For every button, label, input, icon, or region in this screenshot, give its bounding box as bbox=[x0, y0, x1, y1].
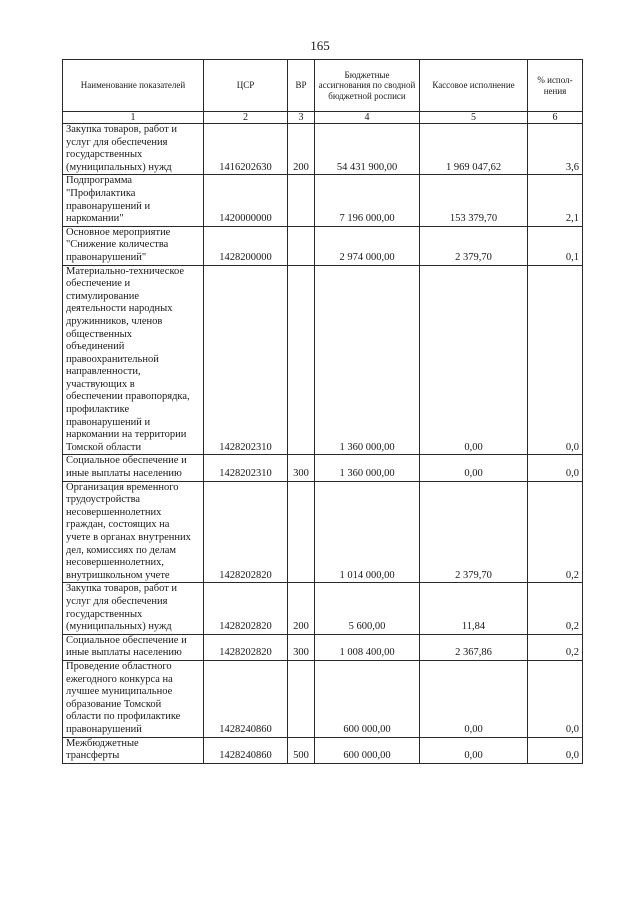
row-budget: 1 014 000,00 bbox=[315, 481, 420, 583]
row-percent: 2,1 bbox=[528, 175, 583, 226]
row-budget: 1 008 400,00 bbox=[315, 634, 420, 660]
column-number: 2 bbox=[204, 112, 288, 124]
row-cash: 2 379,70 bbox=[420, 226, 528, 265]
row-budget: 5 600,00 bbox=[315, 583, 420, 634]
row-cash: 153 379,70 bbox=[420, 175, 528, 226]
row-csr: 1428202820 bbox=[204, 481, 288, 583]
row-name: Подпрограмма "Профилактика правонарушений и наркомании" bbox=[63, 175, 204, 226]
row-percent: 0,0 bbox=[528, 737, 583, 763]
row-budget: 7 196 000,00 bbox=[315, 175, 420, 226]
row-vr: 200 bbox=[288, 583, 315, 634]
header-cash: Кассовое исполнение bbox=[420, 60, 528, 112]
row-budget: 2 974 000,00 bbox=[315, 226, 420, 265]
header-percent: % испол-нения bbox=[528, 60, 583, 112]
row-csr: 1416202630 bbox=[204, 124, 288, 175]
row-percent: 0,0 bbox=[528, 660, 583, 737]
row-csr: 1428240860 bbox=[204, 737, 288, 763]
row-csr: 1428202310 bbox=[204, 265, 288, 455]
header-budget: Бюджетные ассигнования по сводной бюджетной росписи bbox=[315, 60, 420, 112]
header-name: Наименование показателей bbox=[63, 60, 204, 112]
row-percent: 0,2 bbox=[528, 481, 583, 583]
row-vr bbox=[288, 660, 315, 737]
column-number: 3 bbox=[288, 112, 315, 124]
header-row bbox=[63, 60, 583, 112]
column-number: 1 bbox=[63, 112, 204, 124]
row-name: Социальное обеспечение и иные выплаты населению bbox=[63, 634, 204, 660]
row-csr: 1428202820 bbox=[204, 583, 288, 634]
table-row bbox=[63, 124, 583, 175]
row-vr: 300 bbox=[288, 455, 315, 481]
row-vr: 500 bbox=[288, 737, 315, 763]
row-percent: 0,2 bbox=[528, 634, 583, 660]
row-cash: 11,84 bbox=[420, 583, 528, 634]
row-vr bbox=[288, 265, 315, 455]
column-number: 4 bbox=[315, 112, 420, 124]
table-row bbox=[63, 660, 583, 737]
row-budget: 1 360 000,00 bbox=[315, 455, 420, 481]
table-row bbox=[63, 583, 583, 634]
table-row bbox=[63, 481, 583, 583]
row-vr bbox=[288, 175, 315, 226]
row-csr: 1428202310 bbox=[204, 455, 288, 481]
row-budget: 600 000,00 bbox=[315, 660, 420, 737]
table-row bbox=[63, 737, 583, 763]
row-csr: 1428240860 bbox=[204, 660, 288, 737]
row-percent: 0,0 bbox=[528, 265, 583, 455]
row-name: Межбюджетные трансферты bbox=[63, 737, 204, 763]
row-percent: 0,0 bbox=[528, 455, 583, 481]
row-name: Организация временного трудоустройства несовершеннолетних граждан, состоящих на учете в органах внутренних дел, комиссиях по делам несовершеннолетних, внутришкольном учете bbox=[63, 481, 204, 583]
row-vr: 300 bbox=[288, 634, 315, 660]
row-cash: 0,00 bbox=[420, 737, 528, 763]
header-csr: ЦСР bbox=[204, 60, 288, 112]
row-cash: 2 379,70 bbox=[420, 481, 528, 583]
column-number: 6 bbox=[528, 112, 583, 124]
row-cash: 0,00 bbox=[420, 455, 528, 481]
row-csr: 1428202820 bbox=[204, 634, 288, 660]
row-name: Закупка товаров, работ и услуг для обеспечения государственных (муниципальных) нужд bbox=[63, 124, 204, 175]
row-budget: 54 431 900,00 bbox=[315, 124, 420, 175]
row-cash: 1 969 047,62 bbox=[420, 124, 528, 175]
row-name: Материально-техническое обеспечение и стимулирование деятельности народных дружинников, членов общественных объединений правоохранительной направленности, участвующих в обеспечении правопорядка, профилактике правонарушений и наркомании на территории Томской области bbox=[63, 265, 204, 455]
row-cash: 0,00 bbox=[420, 265, 528, 455]
row-percent: 0,2 bbox=[528, 583, 583, 634]
header-vr: ВР bbox=[288, 60, 315, 112]
row-vr bbox=[288, 226, 315, 265]
row-budget: 1 360 000,00 bbox=[315, 265, 420, 455]
row-percent: 3,6 bbox=[528, 124, 583, 175]
page-number: 165 bbox=[310, 38, 330, 53]
row-name: Основное мероприятие "Снижение количества правонарушений" bbox=[63, 226, 204, 265]
table-row bbox=[63, 265, 583, 455]
row-percent: 0,1 bbox=[528, 226, 583, 265]
table-row bbox=[63, 175, 583, 226]
row-vr: 200 bbox=[288, 124, 315, 175]
row-csr: 1420000000 bbox=[204, 175, 288, 226]
row-cash: 2 367,86 bbox=[420, 634, 528, 660]
column-number: 5 bbox=[420, 112, 528, 124]
table-row bbox=[63, 634, 583, 660]
table-row bbox=[63, 226, 583, 265]
row-cash: 0,00 bbox=[420, 660, 528, 737]
column-number-row bbox=[63, 112, 583, 124]
table-row bbox=[63, 455, 583, 481]
row-csr: 1428200000 bbox=[204, 226, 288, 265]
budget-execution-table bbox=[62, 59, 583, 764]
row-name: Социальное обеспечение и иные выплаты населению bbox=[63, 455, 204, 481]
row-vr bbox=[288, 481, 315, 583]
row-name: Проведение областного ежегодного конкурса на лучшее муниципальное образование Томской области по профилактике правонарушений bbox=[63, 660, 204, 737]
row-budget: 600 000,00 bbox=[315, 737, 420, 763]
row-name: Закупка товаров, работ и услуг для обеспечения государственных (муниципальных) нужд bbox=[63, 583, 204, 634]
